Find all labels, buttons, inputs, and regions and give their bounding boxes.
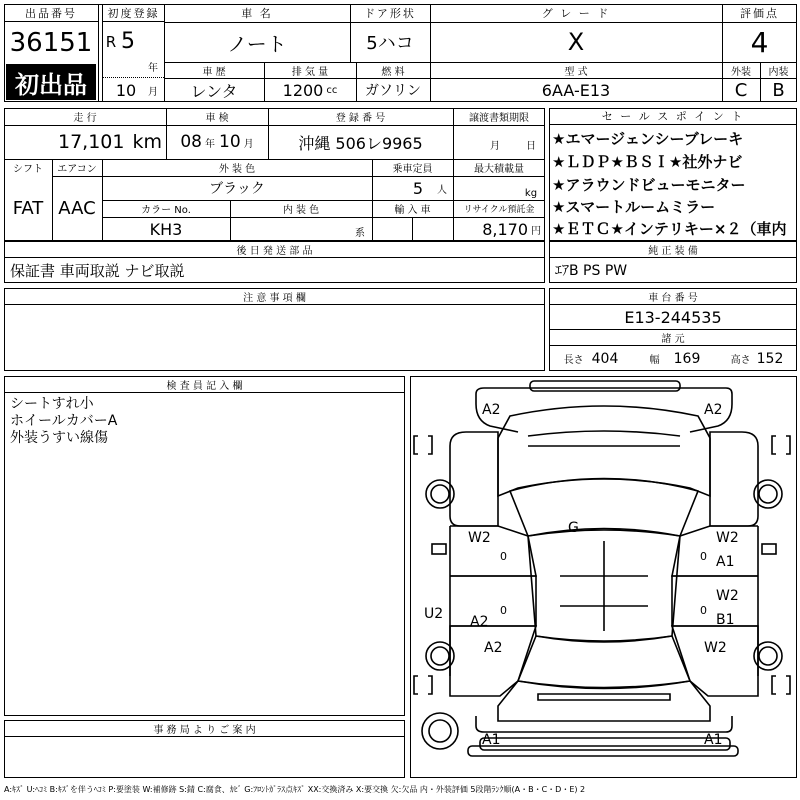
inspector-note: 外装うすい線傷 — [10, 430, 108, 446]
mark-rear-right: A1 — [704, 732, 723, 748]
color-number-label: カラー No. — [141, 205, 191, 216]
transfer-month-unit: 月 — [490, 140, 500, 152]
mark-left-rear-fender: A2 — [484, 640, 503, 656]
history-label: 車 歴 — [202, 66, 226, 78]
ac-label: エアコン — [57, 164, 97, 175]
chassis-number: E13-244535 — [624, 307, 722, 327]
transfer-deadline-label: 譲渡書類期限 — [469, 113, 529, 124]
mark-zero: 0 — [500, 550, 507, 563]
inspector-notes — [10, 396, 400, 447]
plate-number: 沖縄 506レ9965 — [298, 133, 423, 153]
inspector-label: 検 査 員 記 入 欄 — [4, 376, 405, 393]
chassis-number-label: 車 台 番 号 — [549, 288, 797, 305]
mark-right-rear-door-2: B1 — [716, 612, 735, 628]
mark-front-right: A2 — [704, 402, 723, 418]
door-label: ドア形状 — [364, 7, 416, 20]
model-code-label: 型 式 — [564, 66, 588, 78]
inspector-note: シートすれ小 — [10, 396, 94, 412]
mark-zero: 0 — [500, 604, 507, 617]
door-type: 5ハコ — [366, 33, 414, 54]
sales-point-item: ★アラウンドビューモニター — [552, 176, 746, 194]
interior-label: 内装 — [768, 66, 789, 78]
later-parts-value: 保証書 車両取説 ナビ取説 — [10, 261, 185, 280]
dimension-height: 高さ 152 — [730, 350, 784, 367]
office-label: 事 務 局 よ り ご 案 内 — [4, 720, 405, 737]
later-parts-label: 後 日 発 送 部 品 — [4, 241, 545, 258]
color-number: KH3 — [149, 219, 183, 239]
lot-number-label: 出品番号 — [4, 4, 98, 22]
mark-zero: 0 — [700, 604, 707, 617]
sales-point-item: ★スマートルームミラー — [552, 198, 716, 216]
dimension-width: 幅 169 — [649, 350, 701, 367]
exterior-color-label: 外 装 色 — [218, 164, 256, 175]
mark-right-front-door: W2 — [716, 530, 739, 546]
shift: FAT — [12, 198, 44, 219]
mark-zero: 0 — [700, 550, 707, 563]
import-label: 輸 入 車 — [394, 205, 431, 216]
fuel: ガソリン — [365, 83, 421, 99]
exterior-score: C — [734, 79, 748, 101]
car-condition-diagram — [410, 376, 797, 778]
mark-left-rocker: U2 — [424, 606, 444, 622]
mileage-label: 走 行 — [73, 113, 97, 124]
mark-glass: G — [568, 520, 579, 536]
inspector-note: ホイールカバーA — [10, 413, 118, 429]
plate-label: 登 録 番 号 — [335, 113, 386, 124]
legend: A:ｷｽﾞ U:ﾍｺﾐ B:ｷｽﾞを伴うﾍｺﾐ P:要塗装 W:補修跡 S:錆 C:腐食、ｶﾋﾞ G:ﾌﾛﾝﾄｶﾞﾗｽ点ｷｽﾞ XX:交換済み X:要交換 欠:欠品 内・外装評価 5段階ﾗﾝｸ順(A・B・C・D・E) 2 — [4, 784, 586, 794]
grade-label: グ レ ー ド — [541, 7, 611, 20]
mark-left-front-door: W2 — [468, 530, 491, 546]
car-history: レンタ — [190, 81, 238, 101]
lot-number: 36151 — [9, 28, 93, 58]
first-listing-badge: 初出品 — [6, 64, 96, 100]
displacement: 1200 cc — [282, 80, 338, 100]
exterior-label: 外装 — [731, 66, 751, 78]
year-unit: 年 — [148, 62, 158, 74]
mark-right-front-door-2: A1 — [716, 554, 735, 570]
caution-label: 注 意 事 項 欄 — [4, 288, 545, 305]
inspection-date: 08 年 10 月 — [180, 132, 254, 152]
max-load-unit: kg — [524, 187, 538, 199]
transfer-day-unit: 日 — [526, 140, 536, 152]
shift-label: シフト — [13, 164, 43, 175]
fuel-label: 燃 料 — [381, 66, 405, 78]
sales-point-item: ★ＥＴＣ★インテリキー×２（車内 — [552, 220, 787, 238]
inspection-label: 車 検 — [205, 113, 229, 124]
sales-points-label: セ ー ル ス ポ イ ン ト — [549, 108, 797, 125]
score: 4 — [750, 25, 769, 59]
dimension-length: 長さ 404 — [563, 350, 619, 367]
mark-rear-left: A1 — [482, 732, 501, 748]
capacity-label: 乗車定員 — [392, 164, 433, 175]
displacement-label: 排 気 量 — [291, 66, 329, 78]
interior-color-label: 内 装 色 — [282, 205, 320, 216]
mileage: 17,101 km — [58, 131, 162, 153]
max-load-label: 最大積載量 — [474, 164, 524, 175]
first-registration-year: 5 — [121, 28, 135, 54]
specs-label: 諸 元 — [549, 329, 797, 346]
era: R — [105, 33, 117, 51]
first-registration-month: 10 — [115, 80, 137, 100]
month-unit: 月 — [148, 86, 158, 98]
mark-front-left: A2 — [482, 402, 501, 418]
equipment-label: 純 正 装 備 — [549, 241, 797, 258]
grade: X — [567, 28, 585, 56]
recycle-label: リサイクル預託金 — [463, 205, 535, 215]
mark-right-rear-door: W2 — [716, 588, 739, 604]
interior-color-unit: 系 — [355, 227, 365, 238]
mark-right-rear-fender: W2 — [704, 640, 727, 656]
score-label: 評価点 — [740, 7, 779, 20]
interior-score: B — [772, 79, 785, 101]
sales-point-item: ★エマージェンシーブレーキ — [552, 130, 744, 148]
car-name-label: 車 名 — [241, 7, 273, 20]
sales-point-item: ★ＬＤＰ★ＢＳＩ★社外ナビ — [552, 153, 743, 171]
exterior-color: ブラック — [209, 181, 265, 197]
model-code: 6AA-E13 — [541, 80, 611, 100]
mark-left-rear-door: A2 — [470, 614, 489, 630]
recycle-deposit: 8,170 円 — [482, 219, 541, 239]
car-name: ノート — [227, 31, 287, 56]
sales-points-list — [549, 126, 797, 240]
first-registration-label: 初度登録 — [102, 4, 164, 22]
air-conditioner: AAC — [58, 198, 96, 219]
capacity: 5 人 — [412, 178, 447, 198]
equipment-value: ｴｱB PS PW — [555, 263, 628, 279]
